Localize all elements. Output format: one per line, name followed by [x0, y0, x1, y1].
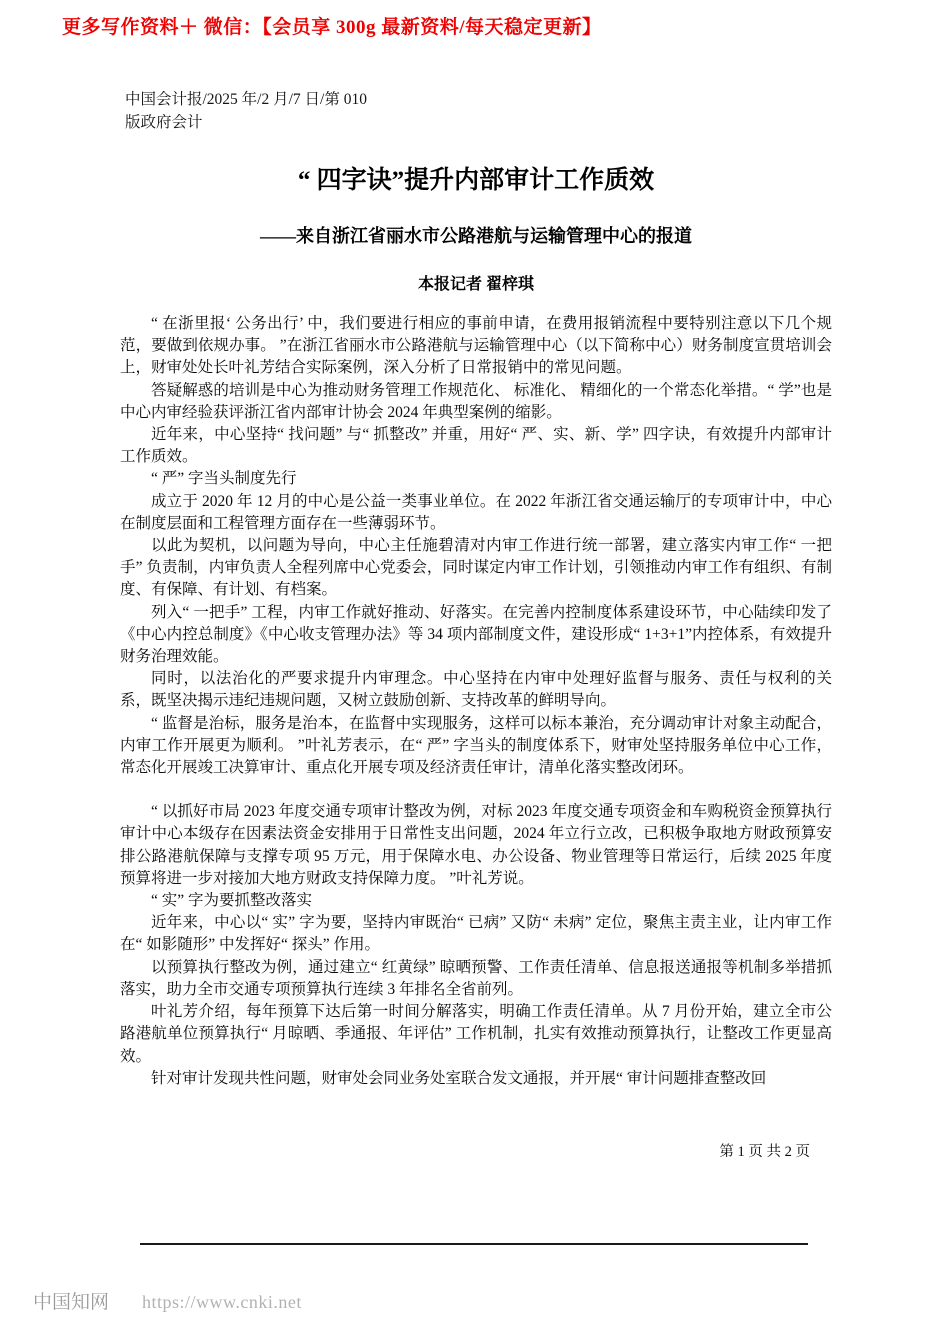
article-paragraph: “ 实” 字为要抓整改落实 — [151, 892, 313, 910]
article-paragraph: “ 以抓好市局 2023 年度交通专项审计整改为例，对标 2023 年度交通专项资金和车购税资金预算执行审计中心本级存在因素法资金安排用于日常性支出问题，2024 年立行立改，已积极争取地方财政预算安排公路港航保障与支撑专项 95 万元，用于保障水电、办公设备、物业管理等日常运行，后续 2025 年度预算将进一步对接加大地方财政支持保障力度。 ”叶礼芳说。 — [120, 803, 832, 887]
article-body — [120, 313, 832, 1090]
publication-source-line2: 版政府会计 — [125, 114, 203, 131]
cnki-brand-text: 中国知网 — [33, 1292, 110, 1313]
page-indicator: 第 1 页 共 2 页 — [719, 1144, 810, 1160]
article-paragraph: 叶礼芳介绍，每年预算下达后第一时间分解落实，明确工作责任清单。从 7 月份开始，建立全市公路港航单位预算执行“ 月晾晒、季通报、年评估” 工作机制，扎实有效推动预算执行，让整改工作更显高效。 — [120, 1003, 832, 1065]
article-paragraph: 答疑解惑的培训是中心为推动财务管理工作规范化、 标准化、 精细化的一个常态化举措。“ 学”也是中心内审经验获评浙江省内部审计协会 2024 年典型案例的缩影。 — [120, 381, 832, 421]
promo-banner-text: 更多写作资料＋ 微信：【会员享 300g 最新资料/每天稳定更新】 — [62, 17, 602, 38]
article-paragraph: 以此为契机，以问题为导向，中心主任施碧清对内审工作进行统一部署，建立落实内审工作“ 一把手” 负责制，内审负责人全程列席中心党委会，同时谋定内审工作计划，引领推动内审工作有组织、有制度、有保障、有计划、有档案。 — [120, 537, 832, 599]
watermark — [33, 1287, 302, 1314]
article-paragraph: “ 监督是治标，服务是治本，在监督中实现服务，这样可以标本兼治，充分调动审计对象主动配合，内审工作开展更为顺利。 ”叶礼芳表示，在“ 严” 字当头的制度体系下，财审处坚持服务单位中心工作，常态化开展竣工决算审计、重点化开展专项及经济责任审计，清单化落实整改闭环。 — [120, 714, 832, 777]
article-paragraph: 同时，以法治化的严要求提升内审理念。中心坚持在内审中处理好监督与服务、责任与权利的关系，既坚决揭示违纪违规问题，又树立鼓励创新、支持改革的鲜明导向。 — [120, 670, 832, 710]
article-subtitle: ——来自浙江省丽水市公路港航与运输管理中心的报道 — [260, 226, 692, 246]
article-byline: 本报记者 翟梓琪 — [417, 276, 534, 293]
article-paragraph: 成立于 2020 年 12 月的中心是公益一类事业单位。在 2022 年浙江省交通运输厅的专项审计中，中心在制度层面和工程管理方面存在一些薄弱环节。 — [120, 492, 832, 532]
article-paragraph: 列入“ 一把手” 工程，内审工作就好推动、好落实。在完善内控制度体系建设环节，中心陆续印发了《中心内控总制度》《中心收支管理办法》等 34 项内部制度文件，建设形成“ 1+3+1”内控体系，有效提升财务治理效能。 — [120, 603, 832, 666]
article-title: “ 四字诀”提升内部审计工作质效 — [297, 167, 655, 194]
article-paragraph: 近年来，中心以“ 实” 字为要，坚持内审既治“ 已病” 又防“ 未病” 定位，聚焦主责主业，让内审工作在“ 如影随形” 中发挥好“ 探头” 作用。 — [120, 914, 832, 954]
publication-source-line1: 中国会计报/2025 年/2 月/7 日/第 010 — [125, 91, 367, 108]
article-paragraph: 以预算执行整改为例，通过建立“ 红黄绿” 晾晒预警、工作责任清单、信息报送通报等机制多举措抓落实，助力全市交通专项预算执行连续 3 年排名全省前列。 — [120, 958, 832, 998]
article-paragraph: “ 严” 字当头制度先行 — [151, 470, 297, 488]
cnki-url-text: https://www.cnki.net — [142, 1292, 302, 1312]
article-paragraph: 近年来，中心坚持“ 找问题” 与“ 抓整改” 并重，用好“ 严、实、新、学” 四字诀，有效提升内部审计工作质效。 — [120, 426, 832, 466]
article-paragraph: 针对审计发现共性问题，财审处会同业务处室联合发文通报，并开展“ 审计问题排查整改回 — [151, 1069, 767, 1087]
article-paragraph: “ 在浙里报‘ 公务出行’ 中，我们要进行相应的事前申请，在费用报销流程中要特别注意以下几个规范，要做到依规办事。 ”在浙江省丽水市公路港航与运输管理中心（以下简称中心）财务制度宣贯培训会上，财审处处长叶礼芳结合实际案例，深入分析了日常报销中的常见问题。 — [120, 315, 832, 377]
publication-source — [125, 88, 367, 134]
footer-divider — [140, 1243, 808, 1245]
